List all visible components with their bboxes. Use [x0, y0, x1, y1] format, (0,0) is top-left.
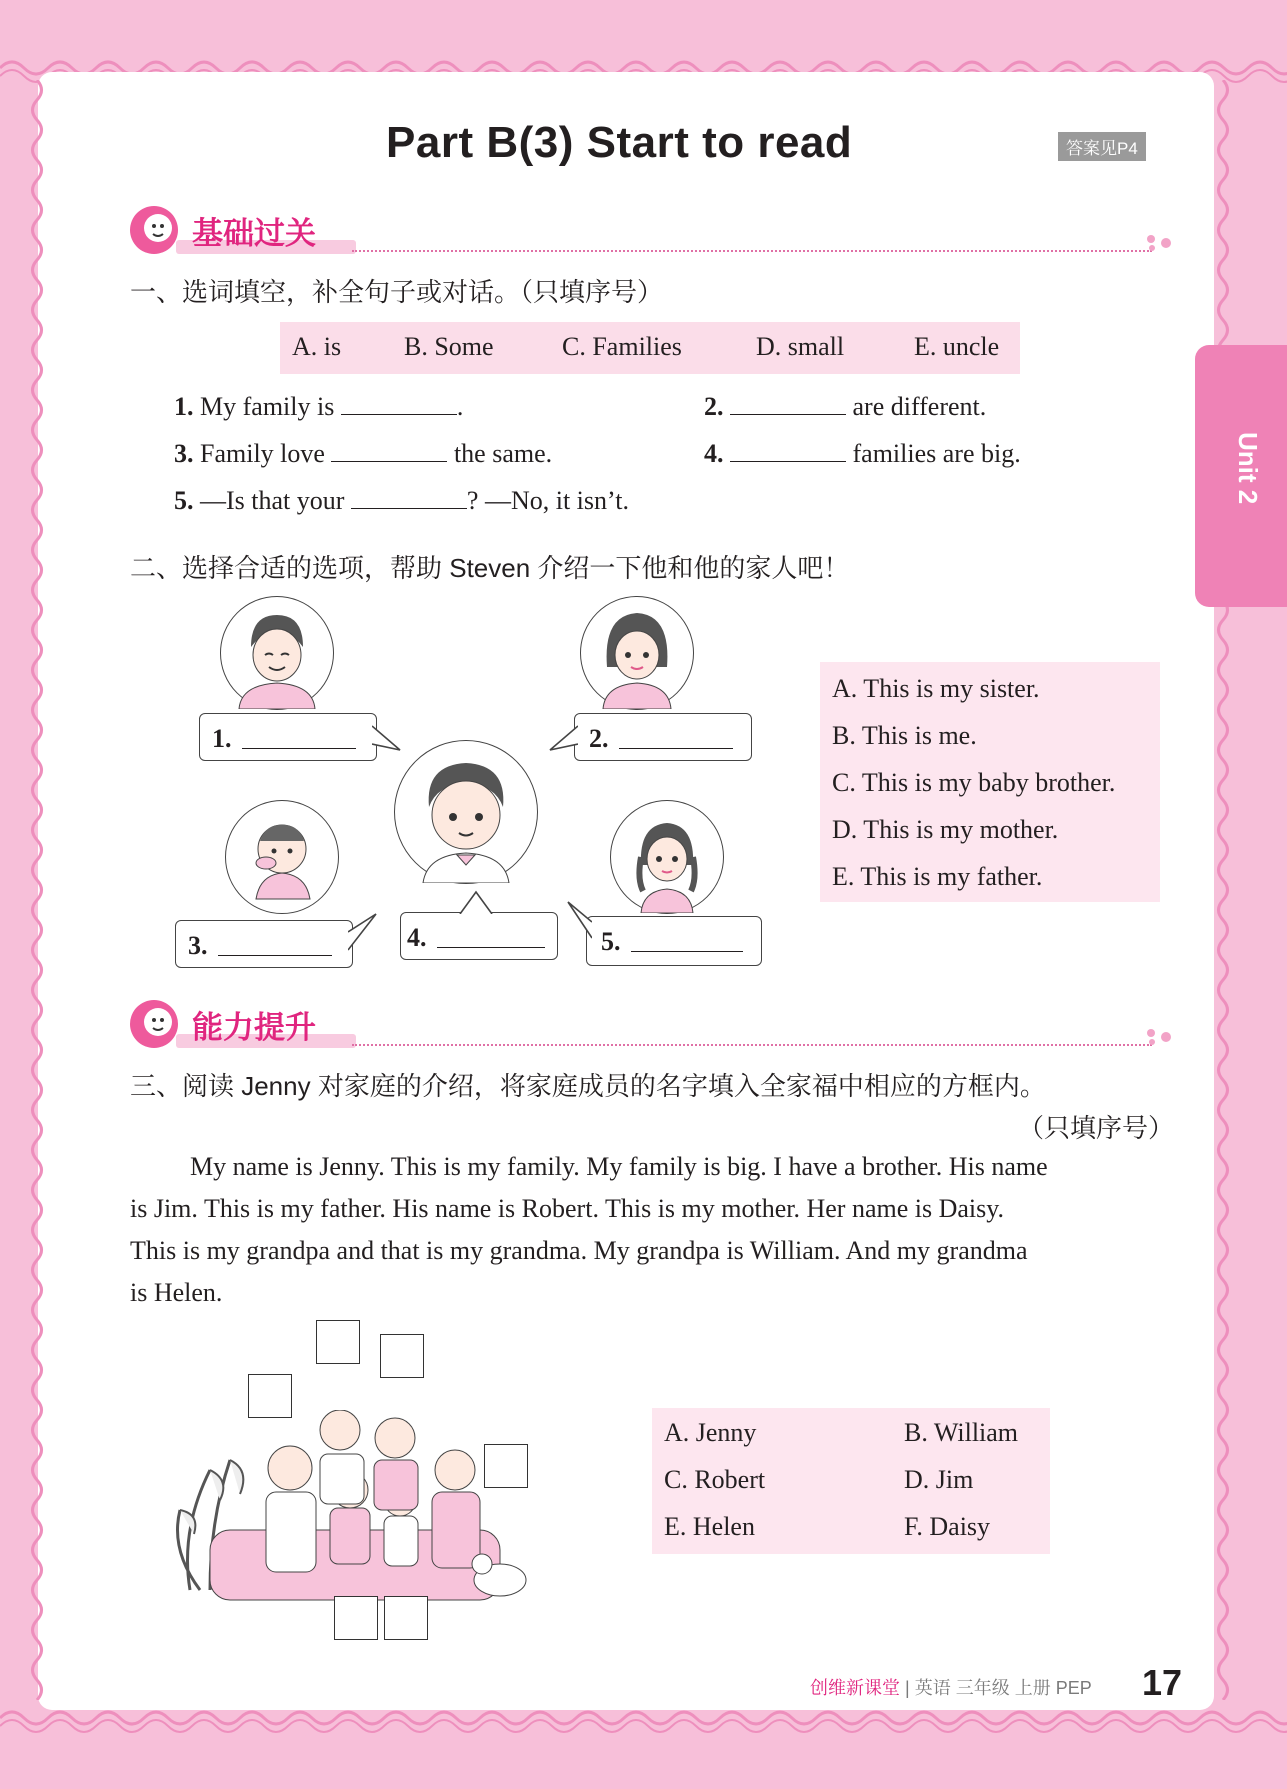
answer-box[interactable] [484, 1444, 528, 1488]
right-wavy-border [1212, 80, 1234, 1700]
q1-item-3 [174, 439, 552, 469]
bottom-wavy-border [0, 1700, 1287, 1740]
item-text: Family love [200, 439, 325, 468]
passage-line: is Helen. [130, 1278, 223, 1307]
footer-separator: | [905, 1678, 910, 1698]
name-option: E. Helen [664, 1512, 755, 1541]
item-number: 3. [174, 439, 194, 468]
bubble-tail [566, 900, 592, 940]
item-number: 1. [174, 392, 194, 421]
word-bank [280, 322, 1020, 374]
name-option: B. William [904, 1418, 1019, 1447]
answer-box[interactable] [380, 1334, 424, 1378]
word-option: B. Some [404, 332, 494, 361]
q3-instruction: 三、阅读 Jenny 对家庭的介绍，将家庭成员的名字填入全家福中相应的方框内。 [130, 1071, 1046, 1101]
name-option: C. Robert [664, 1465, 766, 1494]
answer-box[interactable] [384, 1596, 428, 1640]
q2-options-box [820, 662, 1160, 902]
answer-blank[interactable] [351, 488, 467, 509]
bubble-tail [372, 722, 402, 752]
unit-tab-label: Unit 2 [1233, 432, 1263, 505]
section-heading-advanced: 能力提升 [192, 1010, 316, 1045]
answer-reference-badge: 答案见P4 [1058, 132, 1146, 161]
bubble-2 [574, 713, 752, 761]
section-heading-basic: 基础过关 [192, 216, 316, 251]
q1-item-1 [174, 392, 463, 422]
baby-brother-portrait [225, 800, 339, 914]
steven-face-icon [395, 741, 537, 883]
father-face-icon [221, 597, 333, 709]
footer-brand: 创维新课堂 [810, 1678, 900, 1698]
mascot-icon [128, 204, 180, 256]
left-wavy-border [26, 80, 48, 1700]
passage-line: This is my grandpa and that is my grandma. My grandpa is William. And my grandma [130, 1236, 1028, 1265]
q1-item-4 [704, 439, 1021, 469]
item-text: —Is that your [200, 486, 345, 515]
bubble-number: 5. [601, 927, 621, 956]
mother-portrait [580, 596, 694, 710]
q2-instruction: 二、选择合适的选项，帮助 Steven 介绍一下他和他的家人吧！ [130, 553, 850, 583]
bubble-4 [400, 912, 558, 960]
item-number: 4. [704, 439, 724, 468]
answer-box[interactable] [248, 1374, 292, 1418]
option-item: B. This is me. [832, 721, 977, 750]
answer-blank[interactable] [730, 441, 846, 462]
bubble-number: 2. [589, 724, 609, 753]
item-text: . [456, 392, 464, 421]
word-option: C. Families [562, 332, 682, 361]
answer-blank[interactable] [631, 931, 743, 952]
answer-blank[interactable] [331, 441, 447, 462]
name-option: D. Jim [904, 1465, 974, 1494]
q1-instruction: 一、选词填空，补全句子或对话。（只填序号） [130, 277, 664, 307]
q3-names-box [652, 1408, 1050, 1554]
baby-face-icon [226, 801, 338, 913]
name-option: F. Daisy [904, 1512, 991, 1541]
answer-box[interactable] [334, 1596, 378, 1640]
item-number: 2. [704, 392, 724, 421]
option-item: C. This is my baby brother. [832, 768, 1116, 797]
bubble-5 [586, 916, 762, 966]
item-text: are different. [852, 392, 987, 421]
bubble-tail [456, 890, 496, 914]
footer-info [810, 1674, 1092, 1700]
passage-line: is Jim. This is my father. His name is Robert. This is my mother. Her name is Daisy. [130, 1194, 1005, 1223]
page-title: Part B(3) Start to read [386, 118, 853, 167]
steven-portrait [394, 740, 538, 884]
sister-portrait [610, 800, 724, 914]
bubble-number: 3. [188, 931, 208, 960]
item-text: the same. [453, 439, 553, 468]
word-option: D. small [756, 332, 845, 361]
section-divider [352, 1044, 1152, 1046]
dots-ornament-icon [1146, 234, 1174, 252]
mother-face-icon [581, 597, 693, 709]
answer-box[interactable] [316, 1320, 360, 1364]
bubble-number: 1. [212, 724, 232, 753]
mascot-icon [128, 998, 180, 1050]
answer-blank[interactable] [437, 927, 545, 948]
item-number: 5. [174, 486, 194, 515]
answer-blank[interactable] [730, 394, 846, 415]
item-text: My family is [200, 392, 335, 421]
father-portrait [220, 596, 334, 710]
answer-blank[interactable] [218, 935, 332, 956]
dots-ornament-icon [1146, 1028, 1174, 1046]
answer-blank[interactable] [242, 728, 356, 749]
bubble-3 [175, 920, 353, 968]
answer-blank[interactable] [341, 394, 457, 415]
word-option: A. is [292, 332, 342, 361]
page-number: 17 [1142, 1662, 1183, 1703]
word-option: E. uncle [914, 332, 1000, 361]
footer-course: 英语 三年级 上册 PEP [914, 1678, 1092, 1698]
bubble-tail [348, 912, 378, 952]
option-item: A. This is my sister. [832, 674, 1040, 703]
passage-line: My name is Jenny. This is my family. My family is big. I have a brother. His name [190, 1152, 1048, 1181]
sister-face-icon [611, 801, 723, 913]
bubble-tail [548, 722, 578, 752]
answer-blank[interactable] [619, 728, 733, 749]
item-text: ? —No, it isn’t. [466, 486, 629, 515]
item-text: families are big. [852, 439, 1021, 468]
q1-item-2 [704, 392, 986, 422]
q3-note: （只填序号） [1018, 1114, 1175, 1143]
bubble-1 [199, 713, 377, 761]
name-option: A. Jenny [664, 1418, 757, 1447]
section-divider [352, 250, 1152, 252]
option-item: D. This is my mother. [832, 815, 1059, 844]
bubble-number: 4. [407, 923, 427, 952]
family-photo-illustration [170, 1410, 550, 1610]
q1-item-5 [174, 486, 629, 516]
option-item: E. This is my father. [832, 862, 1043, 891]
